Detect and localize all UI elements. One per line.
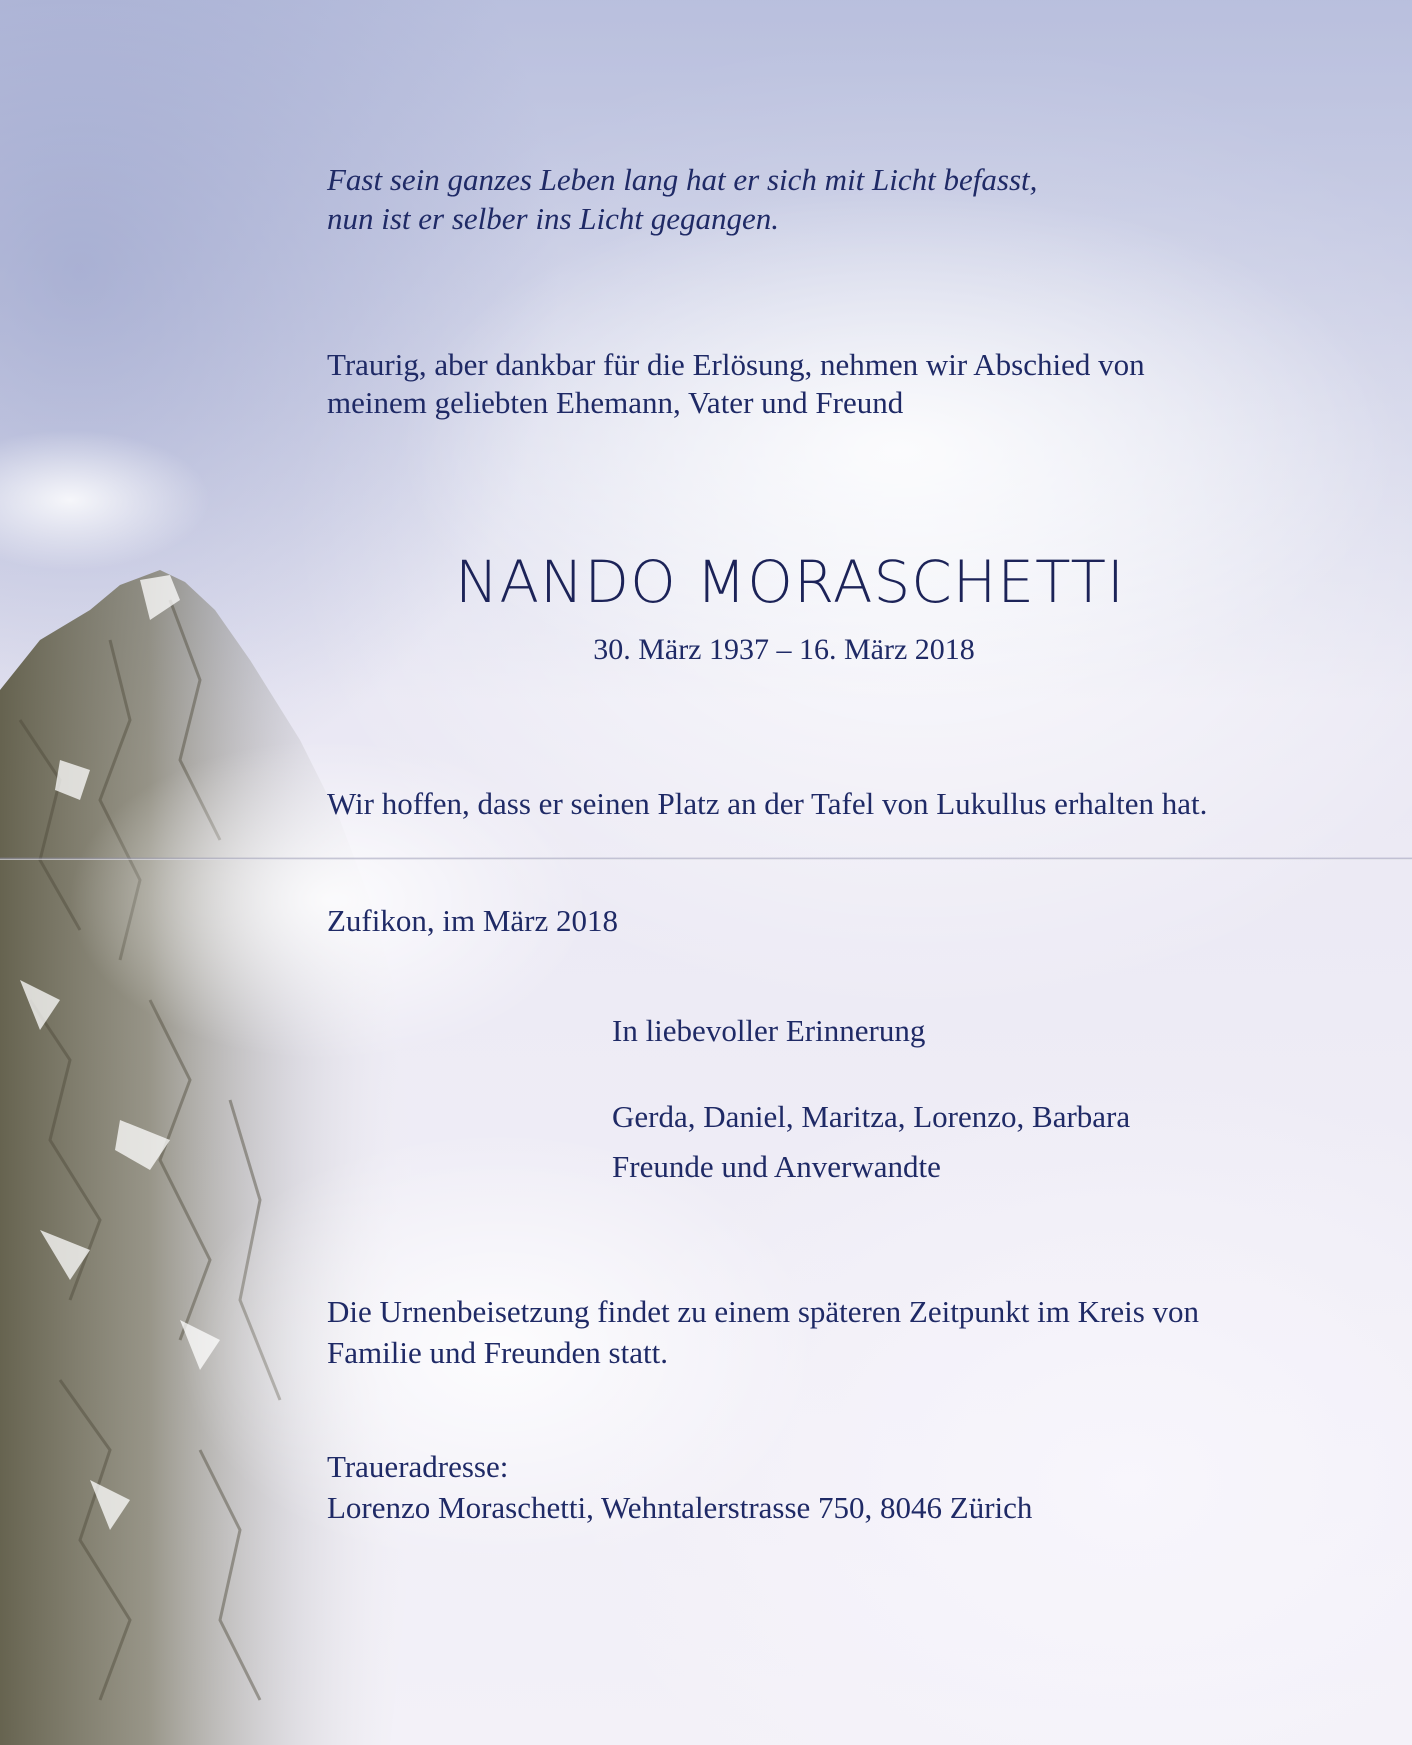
place-date: Zufikon, im März 2018	[327, 903, 619, 938]
intro-text	[327, 346, 1145, 422]
intro-line-2: meinem geliebten Ehemann, Vater und Freund	[327, 385, 904, 420]
motto-line-2: nun ist er selber ins Licht gegangen.	[327, 201, 780, 236]
deceased-name: NANDO MORASCHETTI	[454, 548, 1126, 616]
family-line-2: Freunde und Anverwandte	[612, 1149, 941, 1184]
memory-text: In liebevoller Erinnerung	[612, 1013, 926, 1048]
address-value: Lorenzo Moraschetti, Wehntalerstrasse 750, 8046 Zürich	[327, 1490, 1033, 1525]
burial-line-2: Familie und Freunden statt.	[327, 1335, 668, 1370]
burial-notice	[327, 1291, 1199, 1373]
motto	[327, 160, 1037, 238]
fold-line	[0, 857, 1412, 860]
hope-text: Wir hoffen, dass er seinen Platz an der Tafel von Lukullus erhalten hat.	[327, 786, 1208, 821]
burial-line-1: Die Urnenbeisetzung findet zu einem späteren Zeitpunkt im Kreis von	[327, 1294, 1200, 1329]
family-names	[612, 1092, 1130, 1192]
mourning-address	[327, 1446, 1032, 1528]
life-dates: 30. März 1937 – 16. März 2018	[593, 633, 975, 666]
address-label: Traueradresse:	[327, 1449, 509, 1484]
family-line-1: Gerda, Daniel, Maritza, Lorenzo, Barbara	[612, 1099, 1131, 1134]
intro-line-1: Traurig, aber dankbar für die Erlösung, nehmen wir Abschied von	[327, 347, 1145, 382]
motto-line-1: Fast sein ganzes Leben lang hat er sich mit Licht befasst,	[327, 162, 1038, 197]
